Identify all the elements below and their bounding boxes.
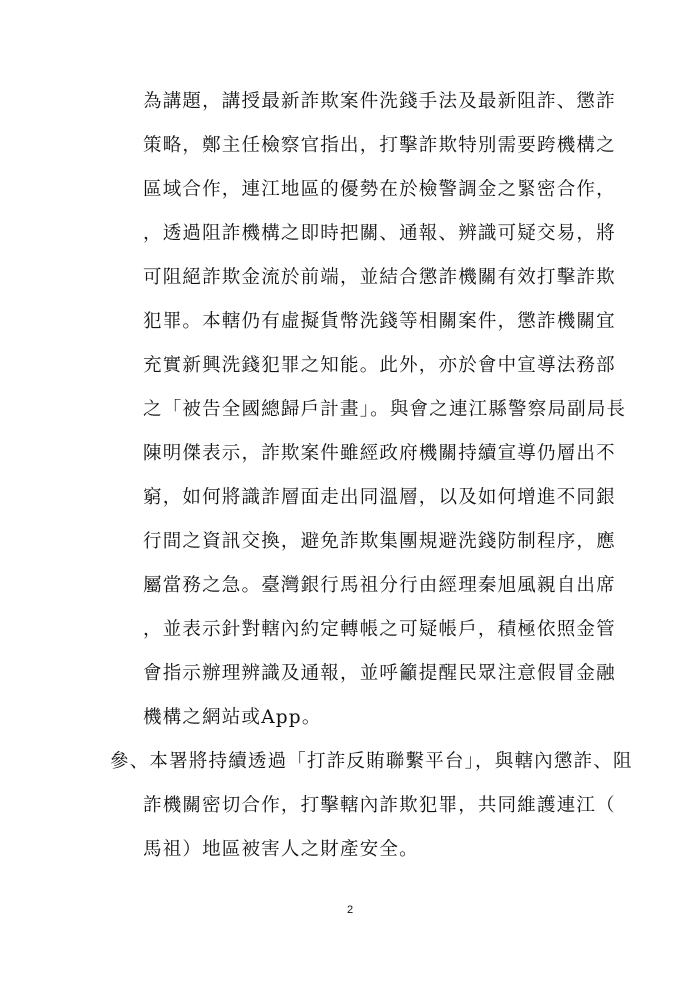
paragraph-line: 窮，如何將識詐層面走出同溫層，以及如何增進不同銀 xyxy=(143,487,616,508)
page-number: 2 xyxy=(346,904,354,916)
paragraph-line: 之「被告全國總歸戶計畫」。與會之連江縣警察局副局長 xyxy=(143,399,627,420)
paragraph-line: 充實新興洗錢犯罪之知能。此外，亦於會中宣導法務部 xyxy=(143,355,616,376)
paragraph-line: 機構之網站或App。 xyxy=(143,707,322,728)
paragraph-line: 屬當務之急。臺灣銀行馬祖分行由經理秦旭風親自出席 xyxy=(143,575,616,596)
item-three-line: 馬祖）地區被害人之財產安全。 xyxy=(143,839,419,860)
item-three-heading-line: 參、本署將持續透過「打詐反賄聯繫平台」，與轄內懲詐、阻 xyxy=(110,751,633,772)
paragraph-line: 策略，鄭主任檢察官指出，打擊詐欺特別需要跨機構之 xyxy=(143,135,616,156)
paragraph-line: 可阻絕詐欺金流於前端，並結合懲詐機關有效打擊詐欺 xyxy=(143,267,616,288)
paragraph-line: ，並表示針對轄內約定轉帳之可疑帳戶，積極依照金管 xyxy=(143,619,616,640)
paragraph-line: 行間之資訊交換，避免詐欺集團規避洗錢防制程序，應 xyxy=(143,531,616,552)
item-three-line: 詐機關密切合作，打擊轄內詐欺犯罪，共同維護連江（ xyxy=(143,795,616,816)
paragraph-line: ，透過阻詐機構之即時把關、通報、辨識可疑交易，將 xyxy=(143,223,616,244)
paragraph-line: 會指示辦理辨識及通報，並呼籲提醒民眾注意假冒金融 xyxy=(143,663,616,684)
paragraph-line: 區域合作，連江地區的優勢在於檢警調金之緊密合作， xyxy=(143,179,616,200)
paragraph-line: 犯罪。本轄仍有虛擬貨幣洗錢等相關案件，懲詐機關宜 xyxy=(143,311,616,332)
paragraph-line: 陳明傑表示，詐欺案件雖經政府機關持續宣導仍層出不 xyxy=(143,443,616,464)
paragraph-line: 為講題，講授最新詐欺案件洗錢手法及最新阻詐、懲詐 xyxy=(143,91,616,112)
